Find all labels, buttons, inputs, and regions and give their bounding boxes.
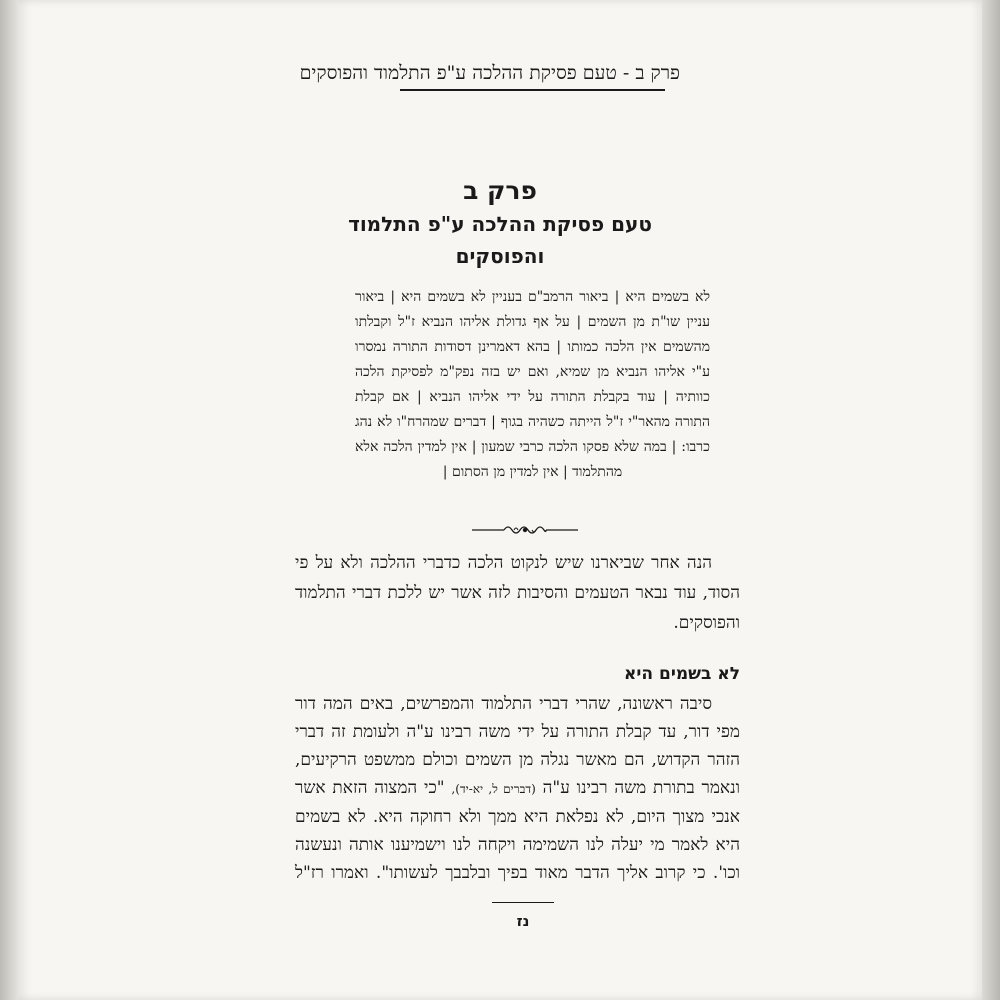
chapter-subtitle-line-1: טעם פסיקת ההלכה ע"פ התלמוד bbox=[348, 212, 652, 236]
chapter-subtitle-line-2: והפוסקים bbox=[455, 244, 545, 268]
page-number: נז bbox=[516, 912, 530, 930]
running-head-rule bbox=[400, 89, 665, 91]
chapter-subtitle bbox=[260, 208, 740, 272]
section-heading: לא בשמים היא bbox=[624, 664, 740, 684]
footer-rule bbox=[492, 902, 554, 903]
running-head: פרק ב - טעם פסיקת ההלכה ע"פ התלמוד והפוסקים bbox=[299, 62, 680, 84]
ornament-divider-icon bbox=[470, 520, 580, 538]
chapter-summary: לא בשמים היא | ביאור הרמב"ם בעניין לא בשמים היא | ביאור עניין שו"ת מן השמים | על אף גדולת אליהו הנביא ז"ל וקבלתו מהשמים אין הלכה כמותו | בהא דאמרינן דסודות התורה נמסרו ע"י אליהו הנביא מן שמיא, ואם יש בזה נפק"מ לפסיקת הלכה כוותיה | עוד בקבלת התורה על ידי אליהו הנביא | אם קבלת התורה מהאר"י ז"ל הייתה כשהיה בגוף | דברים שמהרח"ו לא נהג כרבו: | במה שלא פסקו הלכה כרבי שמעון | אין למדין הלכה אלא מהתלמוד | אין למדין מן הסתום | bbox=[355, 289, 710, 480]
page-edge-shadow bbox=[982, 0, 1000, 1000]
body-text-part-1: סיבה ראשונה, שהרי דברי התלמוד והמפרשים, באים המה דור מפי דור, עד קבלת התורה על ידי משה רבינו ע"ה ולעומת זה דברי הזהר הקדוש, הם מאשר נגלה מן השמים וכולם ממשפט הרקיעים, ונאמר בתורת משה רבינו ע"ה bbox=[295, 694, 741, 798]
section-body-paragraph bbox=[295, 690, 740, 887]
body-text-part-2: "כי המצוה הזאת אשר אנכי מצוך היום, לא נפלאת היא ממך ולא רחוקה היא. לא בשמים היא לאמר מי יעלה לנו השמימה ויקחה לנו וישמיענו אותה ונעשנה וכו'. כי קרוב אליך הדבר מאוד בפיך ובלבבך לעשותו". ואמרו רז"ל bbox=[295, 778, 740, 883]
intro-paragraph: הנה אחר שביארנו שיש לנקוט הלכה כדברי ההלכה ולא על פי הסוד, עוד נבאר הטעמים והסיבות לזה אשר יש ללכת דברי התלמוד והפוסקים. bbox=[295, 553, 740, 633]
bible-citation: (דברים ל, יא-יד), bbox=[451, 782, 536, 796]
chapter-title: פרק ב bbox=[463, 176, 537, 205]
page-spine-shadow bbox=[0, 0, 18, 1000]
